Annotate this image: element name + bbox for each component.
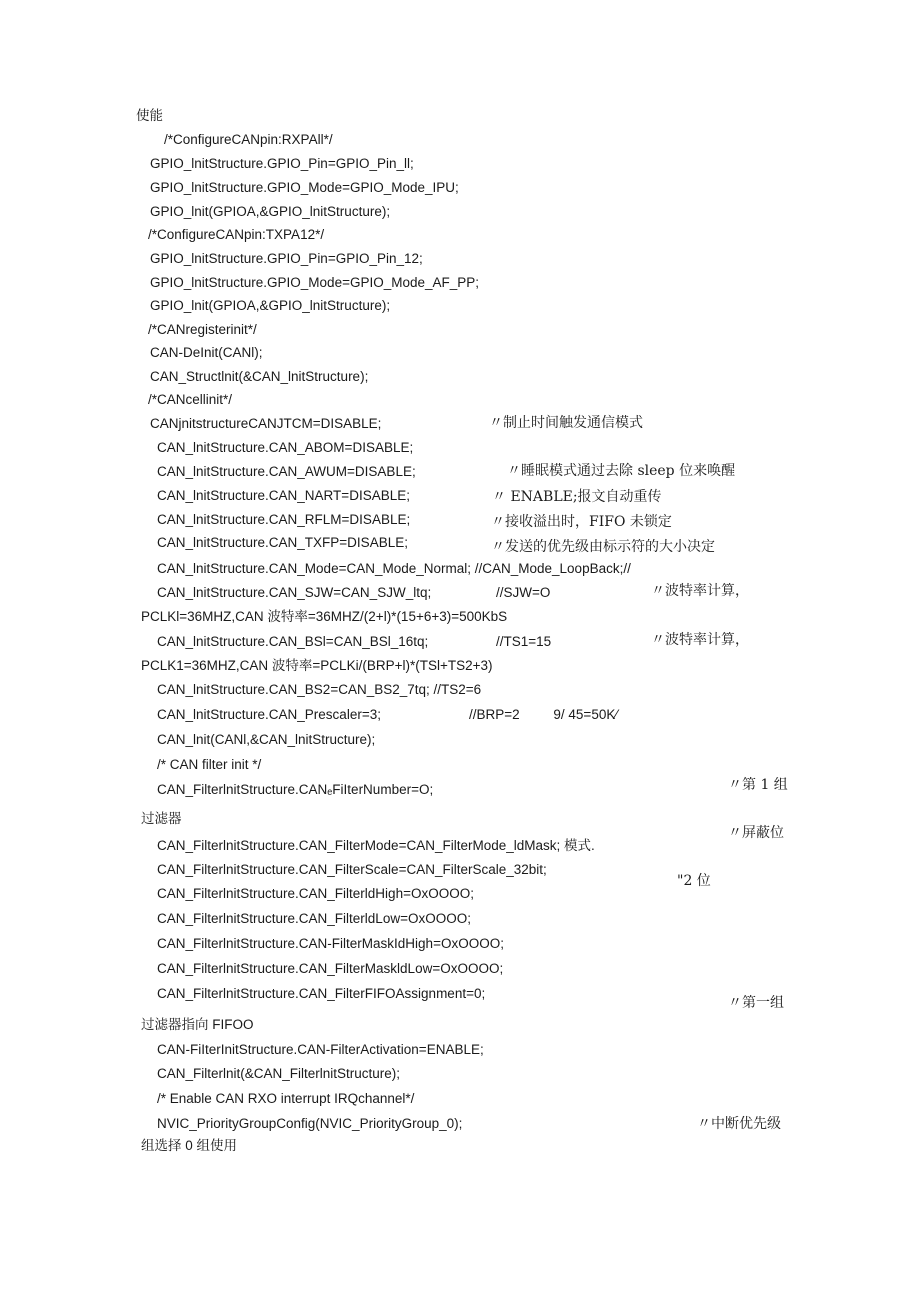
code-line: 过滤器指向 FIFOO [141, 1017, 254, 1032]
code-line: CAN_FilterlnitStructure.CAN_FilterldLow=OxOOOO; [157, 911, 471, 926]
code-line: CAN_lnitStructure.CAN_BS2=CAN_BS2_7tq; //TS2=6 [157, 682, 482, 697]
code-line: CAN_lnitStructure.CAN_TXFP=DISABLE; [157, 535, 408, 550]
code-line: CAN_lnitStructure.CAN_RFLM=DISABLE; [157, 512, 411, 527]
inline-comment: 〃波特率计算， [651, 632, 749, 648]
code-line: NVIC_PriorityGroupConfig(NVIC_PriorityGroup_0); [157, 1116, 463, 1131]
code-comment-line: /* Enable CAN RXO interrupt IRQchannel*/ [157, 1091, 415, 1106]
code-line: CAN_Filterlnit(&CAN_FilterlnitStructure); [157, 1066, 401, 1081]
inline-comment: 〃第一组 [728, 995, 784, 1011]
code-line: CAN_lnitStructure.CAN_AWUM=DISABLE; [157, 464, 416, 479]
code-comment-line: /* CAN filter init */ [157, 757, 262, 772]
code-line: CAN_FilterlnitStructure.CAN-FilterMaskIdHigh=OxOOOO; [157, 936, 504, 951]
inline-comment: "2 位 [677, 873, 711, 889]
inline-comment: 〃第 1 组 [728, 777, 788, 793]
code-line: CAN_FilterlnitStructure.CAN_FilterMode=CAN_FilterMode_ldMask; 模式. [157, 838, 595, 853]
code-comment-line: /*CANcellinit*/ [148, 392, 233, 407]
inline-comment: 〃睡眠模式通过去除 sleep 位来唤醒 [507, 463, 736, 479]
code-line: 使能 [136, 108, 163, 123]
code-line: 过滤器 [141, 811, 182, 826]
code-line: GPIO_lnit(GPIOA,&GPIO_lnitStructure); [150, 204, 391, 219]
inline-comment: 〃制止时间触发通信模式 [489, 415, 643, 431]
inline-code-comment: //BRP=2 9/ 45=50K⁄ [469, 707, 618, 722]
inline-comment: 〃发送的优先级由标示符的大小决定 [491, 539, 715, 555]
code-line: GPIO_lnit(GPIOA,&GPIO_lnitStructure); [150, 298, 391, 313]
inline-comment: 〃接收溢出时，FIFO 未锁定 [491, 514, 672, 530]
code-line: CAN_lnitStructure.CAN_SJW=CAN_SJW_ltq; [157, 585, 432, 600]
code-line: CAN-FiIterInitStructure.CAN-FilterActivation=ENABLE; [157, 1042, 484, 1057]
code-line: CAN_lnitStructure.CAN_Prescaler=3; [157, 707, 381, 722]
code-line: GPIO_lnitStructure.GPIO_Mode=GPIO_Mode_IPU; [150, 180, 459, 195]
code-line: CAN_Structlnit(&CAN_lnitStructure); [150, 369, 369, 384]
inline-comment: 〃中断优先级 [697, 1116, 781, 1132]
code-line: CANjnitstructureCANJTCM=DISABLE; [150, 416, 382, 431]
code-line: PCLK1=36MHZ,CAN 波特率=PCLKi/(BRP+l)*(TSl+TS2+3) [141, 658, 493, 673]
code-line: CAN-DeInit(CANl); [150, 345, 263, 360]
code-line: CAN_lnitStructure.CAN_ABOM=DISABLE; [157, 440, 414, 455]
code-comment-line: /*ConfigureCANpin:TXPA12*/ [148, 227, 325, 242]
code-comment-line: /*CANregisterinit*/ [148, 322, 257, 337]
code-line: PCLKl=36MHZ,CAN 波特率=36MHZ/(2+l)*(15+6+3)=500KbS [141, 609, 508, 624]
code-comment-line: /*ConfigureCANpin:RXPAll*/ [164, 132, 333, 147]
code-line: GPIO_lnitStructure.GPIO_Pin=GPIO_Pin_12; [150, 251, 423, 266]
code-line: CAN_FilterlnitStructure.CAN_FilterMaskldLow=OxOOOO; [157, 961, 504, 976]
inline-comment: 〃波特率计算， [651, 583, 749, 599]
inline-comment: 〃 ENABLE;报文自动重传 [492, 489, 662, 505]
code-line: CAN_lnitStructure.CAN_NART=DISABLE; [157, 488, 410, 503]
inline-comment: 〃屏蔽位 [728, 825, 784, 841]
inline-code-comment: //TS1=15 [496, 634, 552, 649]
code-line: CAN_FilterlnitStructure.CAN_FilterldHigh=OxOOOO; [157, 886, 474, 901]
code-line: CAN_FilterlnitStructure.CAN_FilterScale=CAN_FilterScale_32bit; [157, 862, 547, 877]
code-line: CAN_lnitStructure.CAN_BSl=CAN_BSl_16tq; [157, 634, 429, 649]
code-line: 组选择 0 组使用 [141, 1138, 238, 1153]
inline-code-comment: //SJW=O [496, 585, 551, 600]
code-line: CAN_lnit(CANl,&CAN_lnitStructure); [157, 732, 376, 747]
code-line: GPIO_lnitStructure.GPIO_Pin=GPIO_Pin_ll; [150, 156, 414, 171]
code-line: CAN_lnitStructure.CAN_Mode=CAN_Mode_Normal; //CAN_Mode_LoopBack;// [157, 561, 631, 576]
code-line: GPIO_lnitStructure.GPIO_Mode=GPIO_Mode_AF_PP; [150, 275, 480, 290]
code-line: CAN_FilterlnitStructure.CANₑFiIterNumber=O; [157, 782, 434, 797]
code-line: CAN_FilterlnitStructure.CAN_FilterFIFOAssignment=0; [157, 986, 486, 1001]
